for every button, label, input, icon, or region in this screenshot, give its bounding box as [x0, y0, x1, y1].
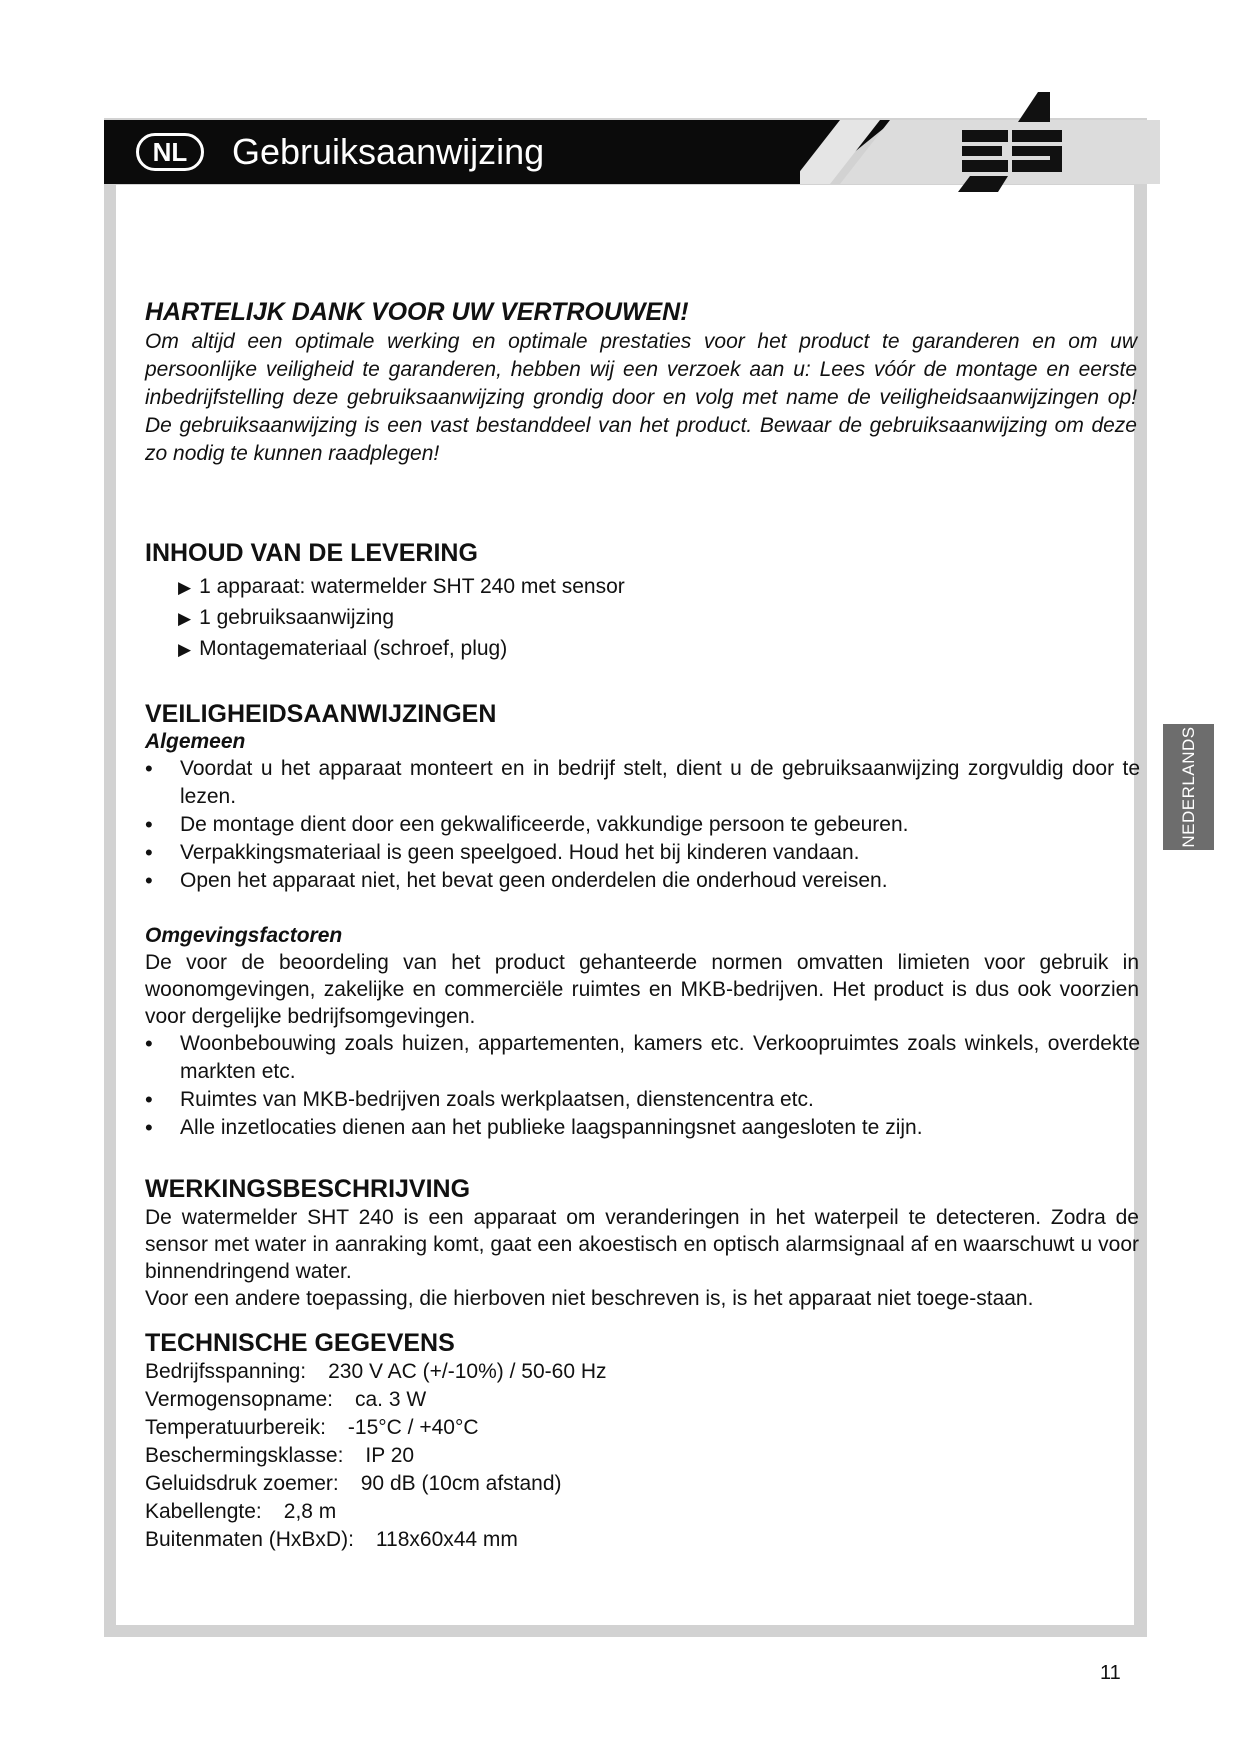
side-tab-label: NEDERLANDS: [1178, 726, 1198, 848]
list-item: ▶ 1 gebruiksaanwijzing: [178, 603, 1139, 634]
page-number: 11: [1100, 1662, 1121, 1684]
list-item: • Voordat u het apparaat monteert en in bedrijf stelt, dient u de gebruiksaanwijzing zorgvuldig door te lezen.: [145, 755, 1140, 811]
header-title: Gebruiksaanwijzing: [232, 131, 545, 172]
delivery-list: [145, 572, 1139, 665]
environment-text: De voor de beoordeling van het product gehanteerde normen omvatten limieten voor gebruik in woonomgevingen, zakelijke en commerciële ruimtes en MKB-bedrijven. Het product is dus ook voorzien voor dergelijke bedrijfsomgevingen.: [145, 951, 1139, 1028]
tech-heading: TECHNISCHE GEGEVENS: [145, 1329, 455, 1357]
main-content: [145, 296, 1139, 1554]
tech-row: Bedrijfsspanning: 230 V AC (+/-10%) / 50-60 Hz: [145, 1360, 607, 1383]
list-item: • Ruimtes van MKB-bedrijven zoals werkplaatsen, dienstencentra etc.: [145, 1086, 1140, 1114]
es-logo-icon: [958, 88, 1070, 200]
tech-row: Kabellengte: 2,8 m: [145, 1500, 337, 1523]
language-side-tab: [1163, 724, 1214, 850]
language-badge: NL: [136, 133, 204, 171]
list-item: • Woonbebouwing zoals huizen, appartementen, kamers etc. Verkoopruimtes zoals winkels, overdekte markten etc.: [145, 1030, 1140, 1086]
tech-row: Buitenmaten (HxBxD): 118x60x44 mm: [145, 1528, 518, 1551]
function-heading: WERKINGSBESCHRIJVING: [145, 1175, 471, 1203]
delivery-heading: INHOUD VAN DE LEVERING: [145, 539, 478, 567]
environment-subheading: Omgevingsfactoren: [145, 924, 343, 947]
tech-specs: [145, 1358, 1139, 1554]
environment-list: [145, 1030, 1139, 1142]
tech-row: Temperatuurbereik: -15°C / +40°C: [145, 1416, 479, 1439]
function-text-1: De watermelder SHT 240 is een apparaat om veranderingen in het waterpeil te detecteren. Zodra de sensor met water in aanraking komt, gaat een akoestisch en optisch alarmsignaal af en waarschuwt u voor binnendringend water.: [145, 1206, 1139, 1283]
tech-row: Beschermingsklasse: IP 20: [145, 1444, 415, 1467]
tech-row: Vermogensopname: ca. 3 W: [145, 1388, 427, 1411]
intro-heading: HARTELIJK DANK VOOR UW VERTROUWEN!: [145, 298, 689, 326]
general-subheading: Algemeen: [145, 730, 246, 753]
tech-row: Geluidsdruk zoemer: 90 dB (10cm afstand): [145, 1472, 562, 1495]
safety-heading: VEILIGHEIDSAANWIJZINGEN: [145, 700, 497, 728]
list-item: • Open het apparaat niet, het bevat geen onderdelen die onderhoud vereisen.: [145, 867, 1140, 895]
list-item: ▶ 1 apparaat: watermelder SHT 240 met sensor: [178, 572, 1139, 603]
list-item: • Alle inzetlocaties dienen aan het publieke laagspanningsnet aangesloten te zijn.: [145, 1114, 1140, 1142]
intro-text: Om altijd een optimale werking en optimale prestaties voor het product te garanderen en om uw persoonlijke veiligheid te garanderen, hebben wij een verzoek aan u: Lees vóór de montage en eerste inbedrijfstelling deze gebruiksaanwijzing grondig door en volg met name de veiligheidsaanwijzingen op! De gebruiksaanwijzing is een vast bestanddeel van het product. Bewaar de gebruiksaanwijzing om deze zo nodig te kunnen raadplegen!: [145, 330, 1137, 465]
function-text-2: Voor een andere toepassing, die hierboven niet beschreven is, is het apparaat niet toege-staan.: [145, 1287, 1034, 1310]
general-list: [145, 755, 1139, 895]
list-item: • Verpakkingsmateriaal is geen speelgoed. Houd het bij kinderen vandaan.: [145, 839, 1140, 867]
list-item: • De montage dient door een gekwalificeerde, vakkundige persoon te gebeuren.: [145, 811, 1140, 839]
list-item: ▶ Montagemateriaal (schroef, plug): [178, 634, 1139, 665]
